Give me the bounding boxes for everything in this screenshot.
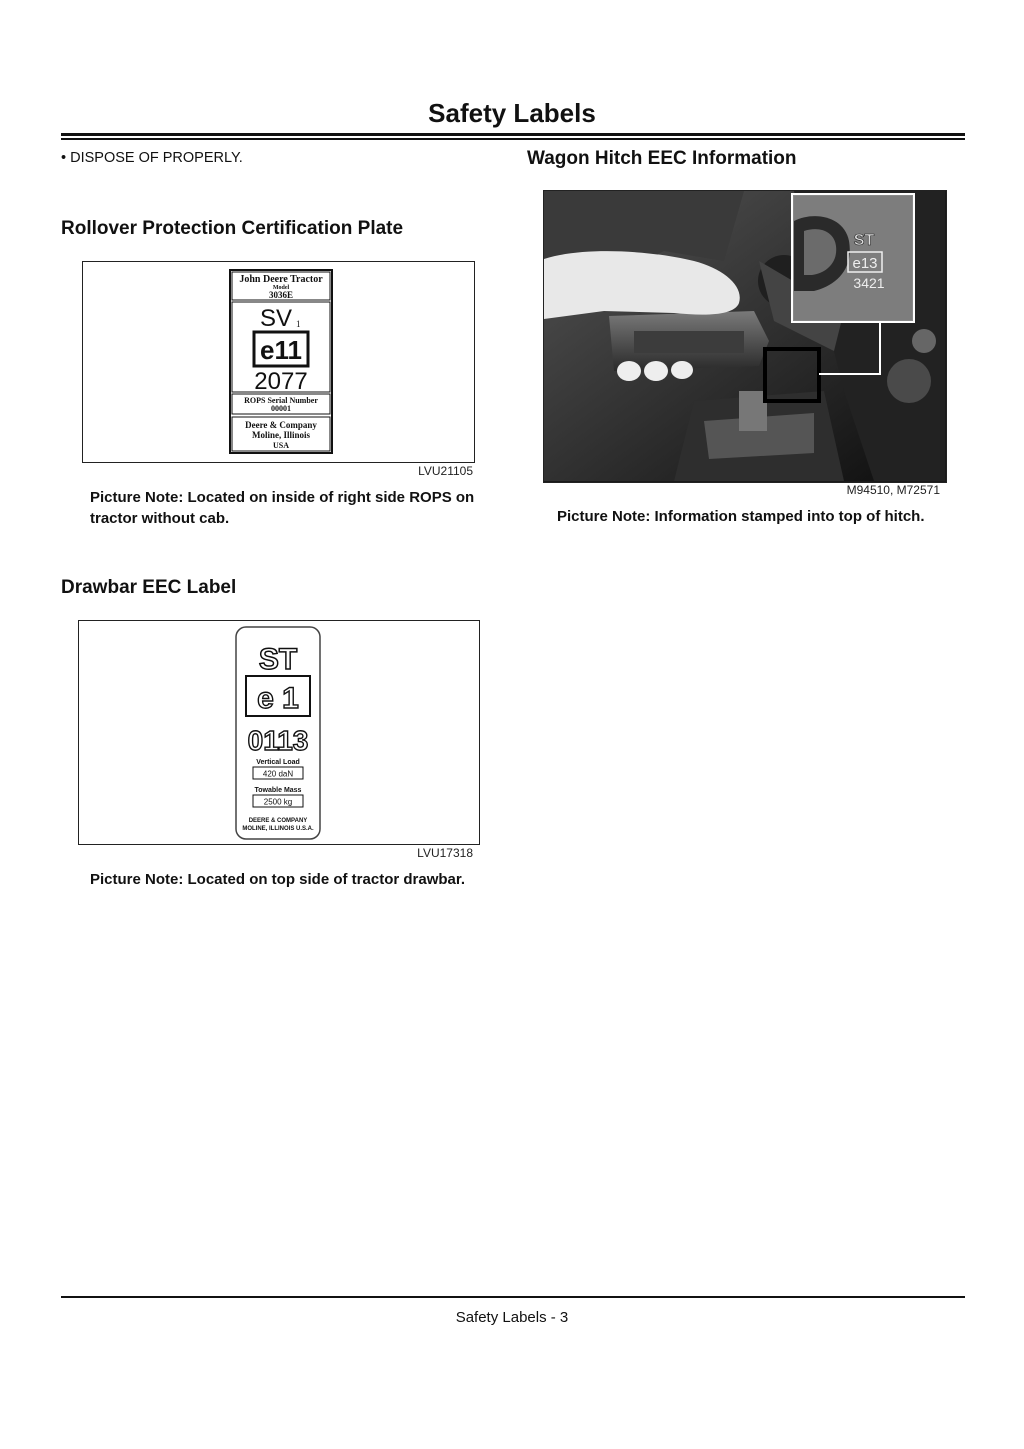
hitch-photo-figure [543, 190, 947, 483]
drawbar-label-image [79, 621, 478, 843]
drawbar-emark: e 1 [257, 682, 299, 715]
inset-number: 3421 [853, 275, 885, 291]
plate-line1: John Deere Tractor [239, 274, 323, 285]
drawbar-company1: DEERE & COMPANY [248, 818, 308, 824]
drawbar-tmass-label: Towable Mass [254, 787, 302, 794]
plate-company3: USA [272, 441, 290, 450]
plate-mark: SV [259, 305, 293, 332]
rops-note: Picture Note: Located on inside of right side ROPS on tractor without cab. [90, 489, 475, 527]
rops-plate-figure [82, 261, 475, 463]
rops-figure-id: LVU21105 [418, 464, 473, 478]
plate-serial-value: 00001 [271, 404, 291, 413]
hitch-heading: Wagon Hitch EEC Information [527, 148, 797, 169]
drawbar-heading: Drawbar EEC Label [61, 577, 237, 598]
plate-emark: e11 [260, 335, 302, 365]
plate-line2: Model [272, 285, 290, 291]
plate-mark-sub: 1 [296, 319, 301, 329]
plate-line3: 3036E [268, 290, 294, 300]
header-rule-thin [61, 138, 965, 140]
drawbar-mark: ST [258, 643, 298, 676]
drawbar-note: Picture Note: Located on top side of tractor drawbar. [90, 871, 466, 888]
plate-company2: Moline, Illinois [251, 430, 311, 440]
rops-plate-image [83, 262, 473, 461]
page-footer: Safety Labels - 3 [455, 1309, 569, 1326]
plate-serial-label: ROPS Serial Number [244, 396, 318, 405]
drawbar-tmass-value: 2500 kg [263, 797, 293, 807]
inset-emark: e13 [852, 255, 878, 272]
plate-number: 2077 [254, 368, 308, 395]
inset-mark: ST [853, 232, 875, 249]
plate-company1: Deere & Company [245, 420, 317, 430]
footer-rule [61, 1296, 965, 1298]
drawbar-figure-id: LVU17318 [417, 846, 473, 860]
drawbar-vload-label: Vertical Load [256, 759, 300, 766]
rops-heading: Rollover Protection Certification Plate [61, 218, 404, 239]
hitch-note: Picture Note: Information stamped into top of hitch. [557, 508, 925, 525]
drawbar-company2: MOLINE, ILLINOIS U.S.A. [242, 826, 314, 832]
page-title: Safety Labels [428, 98, 596, 128]
hitch-figure-id: M94510, M72571 [846, 483, 940, 497]
header-rule [61, 133, 965, 136]
drawbar-number: 0113 [247, 725, 309, 756]
drawbar-label-figure [78, 620, 480, 845]
hitch-photo-image [544, 191, 945, 481]
bullet-dispose: • DISPOSE OF PROPERLY. [61, 150, 243, 166]
drawbar-vload-value: 420 daN [262, 769, 294, 779]
